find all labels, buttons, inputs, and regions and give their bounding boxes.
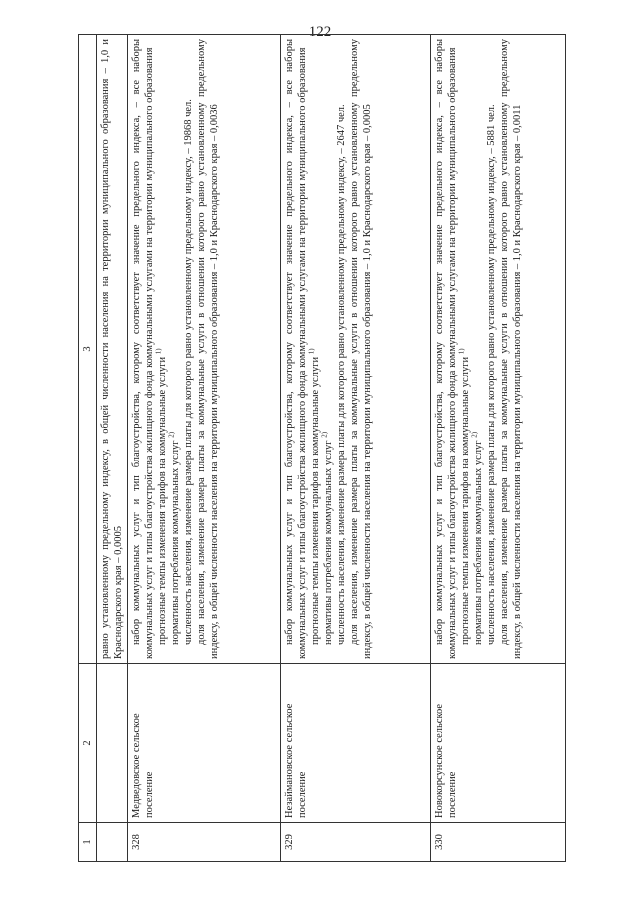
tariff-forecast-text <box>156 39 169 659</box>
row-description <box>281 35 431 664</box>
row-number: 329 <box>281 823 431 862</box>
table-header-row <box>79 35 97 862</box>
row-number: 330 <box>431 823 566 862</box>
cell-empty <box>97 823 128 862</box>
settlement-name: Незаймановское сельское поселение <box>281 664 431 823</box>
row-number: 328 <box>128 823 281 862</box>
population-share-text: доля населения, изменение размера платы за коммунальные услуги в отношении которого равно установленному предельному индексу, в общей численности населения на территории муниципального образования – 1,0 и Краснодарского края – 0,0005 <box>349 39 373 659</box>
rotated-table-wrapper <box>78 39 558 862</box>
footnote-mark: 1) <box>307 348 316 355</box>
tariff-table <box>78 34 566 862</box>
population-share-text: доля населения, изменение размера платы за коммунальные услуги в отношении которого равно установленному предельному индексу, в общей численности населения на территории муниципального образования – 1,0 и Краснодарского края – 0,0036 <box>196 39 220 659</box>
settlement-name: Новокорсунское сельское поселение <box>431 664 566 823</box>
table-row <box>128 35 281 862</box>
consumption-norms-label: нормативы потребления коммунальных услуг <box>323 440 334 645</box>
tariff-forecast-label: прогнозные темпы изменения тарифов на коммунальные услуги <box>310 356 321 645</box>
header-col-2: 2 <box>79 664 97 823</box>
table-row-continuation <box>97 35 128 862</box>
consumption-norms-text <box>169 39 182 659</box>
population-share-text: доля населения, изменение размера платы за коммунальные услуги в отношении которого равно установленному предельному индексу, в общей численности населения на территории муниципального образования – 1,0 и Краснодарского края – 0,0011 <box>499 39 523 659</box>
footnote-mark: 2) <box>167 431 176 438</box>
footnote-mark: 1) <box>154 348 163 355</box>
header-col-3: 3 <box>79 35 97 664</box>
continuation-text: равно установленному предельному индексу, в общей численности населения на территории муниципального образования – 1,0 и Краснодарского края – 0,0005 <box>97 35 128 664</box>
consumption-norms-label: нормативы потребления коммунальных услуг <box>170 440 181 645</box>
table-row <box>281 35 431 862</box>
footnote-mark: 2) <box>320 431 329 438</box>
footnote-mark: 2) <box>470 431 479 438</box>
population-count-text: численность населения, изменение размера платы для которого равно установленному предельному индексу, – 19868 чел. <box>183 99 194 645</box>
service-set-text: набор коммунальных услуг и тип благоустройства, которому соответствует значение предельного индекса, – все наборы коммунальных услуг и типы благоустройства жилищного фонда коммунальными услугами на территории муниципального образования <box>131 39 155 659</box>
rotated-table-area <box>78 39 558 862</box>
page-number: 122 <box>308 24 332 40</box>
consumption-norms-label: нормативы потребления коммунальных услуг <box>473 440 484 645</box>
settlement-name: Медведовское сельское поселение <box>128 664 281 823</box>
consumption-norms-text <box>472 39 485 659</box>
population-count-text: численность населения, изменение размера платы для которого равно установленному предельному индексу, – 5881 чел. <box>486 104 497 645</box>
row-description <box>128 35 281 664</box>
row-description <box>431 35 566 664</box>
footnote-mark: 1) <box>457 348 466 355</box>
service-set-text: набор коммунальных услуг и тип благоустройства, которому соответствует значение предельного индекса, – все наборы коммунальных услуг и типы благоустройства жилищного фонда коммунальными услугами на территории муниципального образования <box>284 39 308 659</box>
tariff-forecast-label: прогнозные темпы изменения тарифов на коммунальные услуги <box>157 356 168 645</box>
population-count-text: численность населения, изменение размера платы для которого равно установленному предельному индексу, – 2647 чел. <box>336 104 347 645</box>
cell-empty <box>97 664 128 823</box>
tariff-forecast-label: прогнозные темпы изменения тарифов на коммунальные услуги <box>460 356 471 645</box>
table-row <box>431 35 566 862</box>
tariff-forecast-text <box>459 39 472 659</box>
consumption-norms-text <box>322 39 335 659</box>
header-col-1: 1 <box>79 823 97 862</box>
service-set-text: набор коммунальных услуг и тип благоустройства, которому соответствует значение предельного индекса, – все наборы коммунальных услуг и типы благоустройства жилищного фонда коммунальными услугами на территории муниципального образования <box>434 39 458 659</box>
tariff-forecast-text <box>309 39 322 659</box>
